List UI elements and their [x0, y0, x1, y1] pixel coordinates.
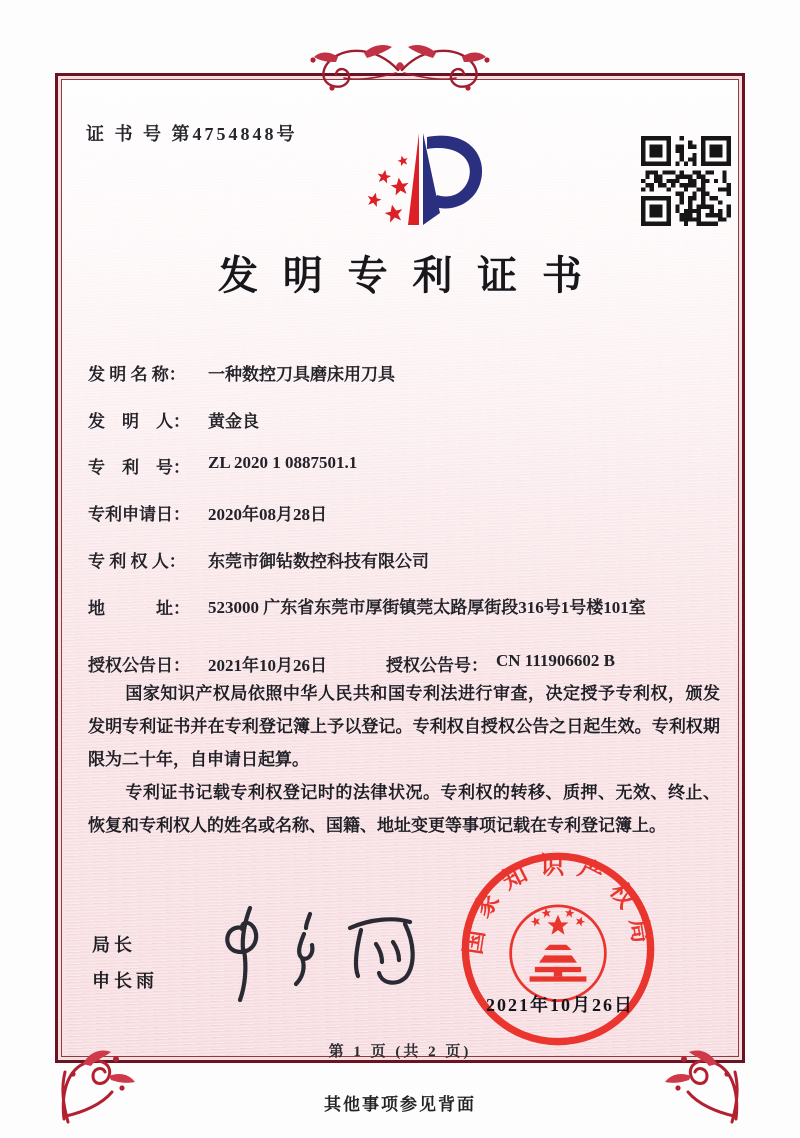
- field-value: 一种数控刀具磨床用刀具: [208, 365, 395, 384]
- field-label: 专 利 号：: [88, 458, 190, 477]
- field-value: ZL 2020 1 0887501.1: [208, 453, 358, 472]
- signatory-title: 局长: [92, 935, 136, 955]
- field-inventor: [58, 407, 742, 431]
- top-border-flourish: [268, 36, 532, 100]
- cnipa-seal-icon: [458, 849, 658, 1049]
- field-patent-number: [58, 453, 742, 477]
- back-reference-note: 其他事项参见背面: [324, 1095, 476, 1114]
- field-label: 地 址：: [88, 599, 190, 618]
- field-patentee: [58, 547, 742, 571]
- legal-paragraph: 国家知识产权局依照中华人民共和国专利法进行审查，决定授予专利权，颁发发明专利证书并在专利登记簿上予以登记。专利权自授权公告之日起生效。专利权期限为二十年，自申请日起算。: [88, 684, 720, 769]
- signatory-name: 申长雨: [92, 971, 158, 991]
- field-label: 授权公告号：: [386, 656, 488, 675]
- field-grant: [58, 651, 742, 675]
- qr-code: [641, 136, 731, 226]
- field-value: CN 111906602 B: [496, 651, 616, 670]
- certificate-title: 发明专利证书: [217, 253, 607, 298]
- field-value: 2020年08月28日: [208, 505, 327, 524]
- field-filing-date: [58, 500, 742, 524]
- field-label: 发 明 人：: [88, 412, 190, 431]
- certificate-frame: [55, 73, 745, 1063]
- page-number: 第 1 页 (共 2 页): [328, 1044, 472, 1060]
- field-label: 专利申请日：: [88, 505, 190, 524]
- corner-ornament-icon: [52, 1004, 147, 1124]
- seal-ring-text: 国家知识产权局: [459, 852, 657, 957]
- field-address: [58, 594, 742, 650]
- field-value: 黄金良: [208, 412, 259, 431]
- field-value: 523000 广东省东莞市厚街镇莞太路厚街段316号1号楼101室: [208, 598, 646, 617]
- handwritten-signature-icon: [198, 894, 438, 1009]
- field-label: 授权公告日：: [88, 656, 190, 675]
- corner-ornament-icon: [653, 1004, 748, 1124]
- seal-date: 2021年10月26日: [486, 995, 634, 1015]
- field-value: 2021年10月26日: [208, 656, 327, 675]
- cnipa-logo-icon: [353, 102, 513, 252]
- svg-text:国家知识产权局: [460, 852, 657, 956]
- field-label: 专 利 权 人：: [88, 552, 186, 571]
- field-label: 发 明 名 称：: [88, 365, 186, 384]
- field-value: 东莞市御钻数控科技有限公司: [208, 552, 429, 571]
- legal-text: [88, 677, 720, 842]
- legal-paragraph: 专利证书记载专利权登记时的法律状况。专利权的转移、质押、无效、终止、恢复和专利权人的姓名或名称、国籍、地址变更等事项记载在专利登记簿上。: [88, 783, 720, 835]
- certificate-number: 证 书 号 第4754848号: [86, 124, 298, 144]
- field-invention-name: [58, 360, 742, 384]
